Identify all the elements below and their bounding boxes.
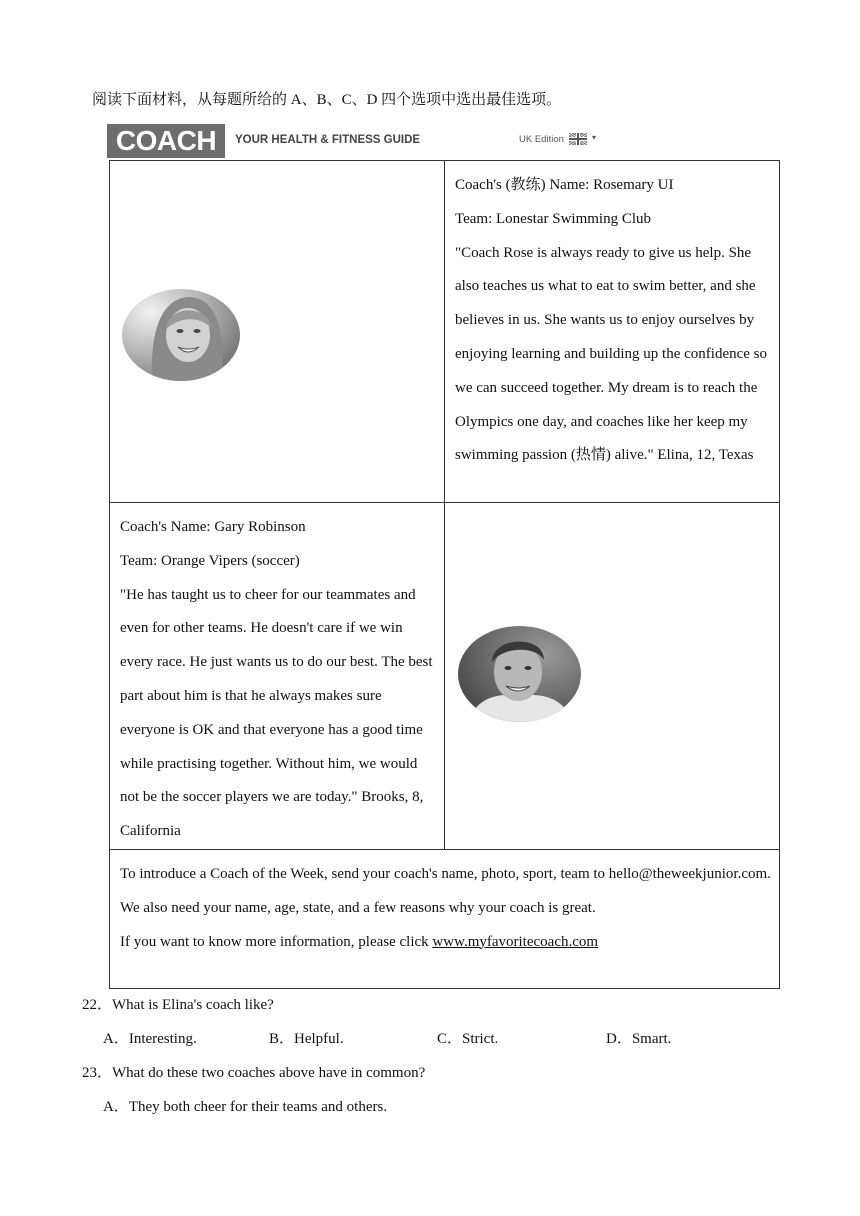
chevron-down-icon[interactable]: ▾: [592, 133, 597, 142]
option-22-a[interactable]: A．Interesting.: [103, 1031, 197, 1047]
more-info-line: [120, 926, 774, 960]
option-22-d[interactable]: D．Smart.: [606, 1031, 672, 1047]
banner-tagline: YOUR HEALTH & FITNESS GUIDE: [235, 134, 421, 146]
instruction-text: 阅读下面材料，从每题所给的 A、B、C、D 四个选项中选出最佳选项。: [92, 92, 562, 108]
coach-photo-rosemary: [122, 289, 240, 381]
option-23-a[interactable]: A．They both cheer for their teams and others.: [103, 1099, 388, 1115]
uk-flag-icon: [569, 133, 587, 145]
coach-team-rosemary: Team: Lonestar Swimming Club: [455, 210, 652, 227]
coach-name-rosemary: Coach's (教练) Name: Rosemary UI: [455, 177, 674, 193]
more-info-prefix: If you want to know more information, please click: [120, 933, 433, 950]
option-22-b[interactable]: B．Helpful.: [269, 1031, 344, 1047]
coach-quote-rosemary: "Coach Rose is always ready to give us help. She also teaches us what to eat to swim better, and she believes in us. She wants us to enjoy ourselves by enjoying learning and building up the confidence so we can succeed together. My dream is to reach the Olympics one day, and coaches like her keep my swimming passion (热情) alive." Elina, 12, Texas: [455, 244, 768, 464]
option-22-c[interactable]: C．Strict.: [437, 1031, 499, 1047]
footer-instructions: To introduce a Coach of the Week, send your coach's name, photo, sport, team to hello@theweekjunior.com. We also need your name, age, state, and a few reasons why your coach is great.: [120, 865, 771, 916]
coach-photo-gary: [458, 626, 581, 722]
coaches-table: [109, 160, 780, 989]
question-23: 23．What do these two coaches above have in common?: [82, 1065, 426, 1081]
coach-logo: COACH: [107, 124, 225, 158]
text-cell-rosemary: [445, 161, 780, 503]
footer-cell: [110, 849, 780, 988]
coach-quote-gary: "He has taught us to cheer for our teammates and even for other teams. He doesn't care if we win every race. He just wants us to do our best. The best part about him is that he always makes sure everyone is OK and that everyone has a good time while practising together. Without him, we would not be the soccer players we are today." Brooks, 8, California: [120, 586, 433, 840]
photo-cell-rosemary: [110, 161, 445, 503]
photo-cell-gary: [445, 503, 780, 850]
question-22: 22．What is Elina's coach like?: [82, 997, 274, 1013]
coach-banner: [107, 124, 607, 158]
more-info-link[interactable]: www.myfavoritecoach.com: [432, 933, 599, 950]
edition-label[interactable]: UK Edition: [519, 134, 564, 145]
coach-name-gary: Coach's Name: Gary Robinson: [120, 519, 306, 535]
coach-team-gary: Team: Orange Vipers (soccer): [120, 552, 300, 569]
text-cell-gary: [110, 503, 445, 850]
